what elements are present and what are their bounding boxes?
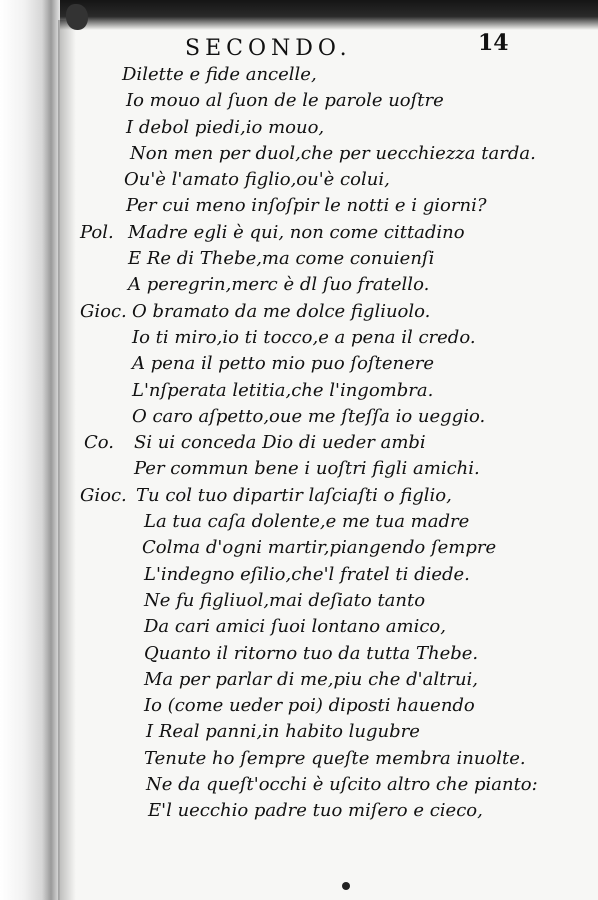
verse-text: Per cui meno inſoſpir le notti e i giorni? (126, 195, 487, 217)
verse-text: Ma per parlar di me,piu che d'altrui, (144, 668, 479, 690)
verse-line (0, 115, 598, 141)
verse-line (0, 193, 598, 219)
verse-text: Quanto il ritorno tuo da tutta Thebe. (144, 642, 479, 664)
page-top-edge (0, 0, 598, 30)
verse-text: A pena il petto mio puo ſoſtenere (132, 353, 434, 375)
verse-line (0, 746, 598, 772)
verse-line (0, 351, 598, 377)
page-number: 14 (478, 30, 509, 56)
verse-line (0, 141, 598, 167)
verse-line (0, 378, 598, 404)
verse-text: Non men per duol,che per uecchiezza tarda. (130, 142, 536, 164)
verse-line (0, 62, 598, 88)
verse-line (0, 272, 598, 298)
verse-text: Tenute ho ſempre queſte membra inuolte. (144, 747, 526, 769)
verse-text: Io mouo al ſuon de le parole uoſtre (126, 90, 444, 112)
verse-text: Io (come ueder poi) diposti hauendo (144, 695, 475, 717)
verse-line (0, 483, 598, 509)
verse-line (0, 430, 598, 456)
speaker-label: Gioc. (80, 484, 127, 506)
verse-text: Ou'è l'amato figlio,ou'è colui, (124, 169, 390, 191)
verse-line (0, 588, 598, 614)
verse-line (0, 614, 598, 640)
verse-line (0, 299, 598, 325)
verse-line (0, 404, 598, 430)
ink-blot (66, 4, 88, 30)
verse-text: Io ti miro,io ti tocco,e a pena il credo. (132, 326, 476, 348)
verse-text: Dilette e fide ancelle, (122, 64, 317, 85)
verse-text: La tua caſa dolente,e me tua madre (144, 511, 470, 533)
verse-line (0, 167, 598, 193)
verse-text: Ne da queſt'occhi è uſcito altro che pianto: (146, 774, 538, 796)
verse-line (0, 535, 598, 561)
verse-line (0, 693, 598, 719)
running-head: SECONDO. (185, 36, 352, 61)
verse-text: L'indegno eſilio,che'l fratel ti diede. (144, 563, 470, 585)
verse-text: Tu col tuo dipartir laſciaſti o figlio, (136, 484, 452, 506)
verse-text: L'nſperata letitia,che l'ingombra. (132, 379, 434, 401)
verse-line (0, 246, 598, 272)
verse-text: A peregrin,merc è dl ſuo fratello. (128, 274, 430, 296)
verse-text: I Real panni,in habito lugubre (146, 721, 420, 743)
verse-line (0, 772, 598, 798)
verse-text: E Re di Thebe,ma come conuienſi (128, 248, 435, 270)
verse-line (0, 798, 598, 824)
verse-line (0, 641, 598, 667)
verse-text: E'l uecchio padre tuo miſero e cieco, (148, 800, 483, 822)
verse-text: Madre egli è qui, non come cittadino (128, 221, 465, 243)
verse-text: Per commun bene i uoſtri figli amichi. (134, 458, 480, 480)
speaker-label: Gioc. (80, 300, 127, 322)
verse-text: Ne fu figliuol,mai deſiato tanto (144, 589, 426, 611)
verse-line (0, 88, 598, 114)
speaker-label: Co. (84, 432, 115, 454)
verse-text: I debol piedi,io mouo, (126, 116, 325, 138)
verse-text: O caro aſpetto,oue me ſteſſa io ueggio. (132, 405, 486, 427)
verse-line (0, 509, 598, 535)
verse-line (0, 719, 598, 745)
verse-text: Si ui conceda Dio di ueder ambi (134, 432, 426, 454)
verse-text: Da cari amici ſuoi lontano amico, (144, 616, 446, 638)
verse-text: O bramato da me dolce figliuolo. (132, 300, 431, 322)
verse-line (0, 562, 598, 588)
verse-text: Colma d'ogni martir,piangendo ſempre (142, 537, 497, 559)
speaker-label: Pol. (80, 221, 114, 243)
verse-block (0, 62, 598, 825)
verse-line (0, 325, 598, 351)
verse-line (0, 220, 598, 246)
ink-dot (342, 882, 350, 890)
verse-line (0, 667, 598, 693)
verse-line (0, 456, 598, 482)
